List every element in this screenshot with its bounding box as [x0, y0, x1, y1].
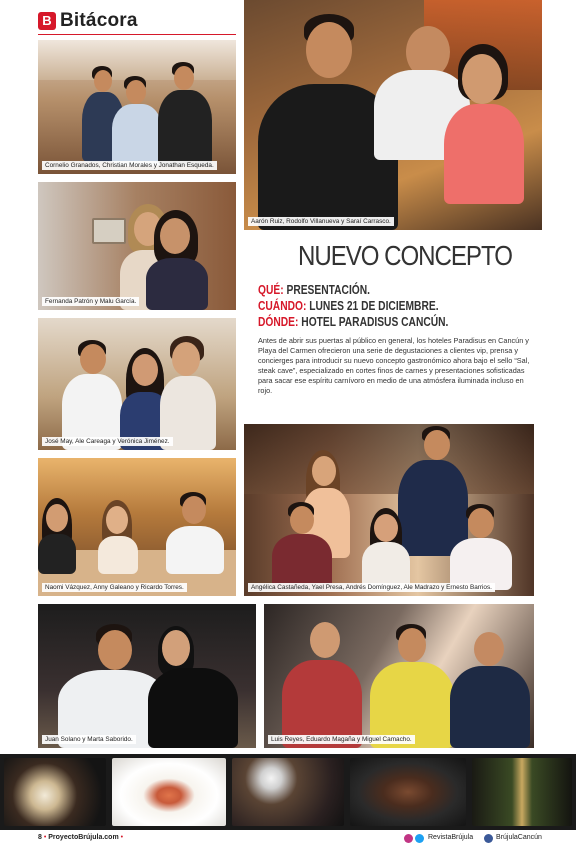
social-handle-1[interactable]: RevistaBrújula	[428, 834, 474, 841]
photo-2	[244, 0, 542, 230]
site-link[interactable]: ProyectoBrújula.com	[48, 834, 119, 841]
photo-6	[244, 424, 534, 596]
photo-caption: Angélica Castañeda, Yael Presa, Andrés Domínguez, Ale Madrazo y Ernesto Barrios.	[248, 583, 495, 592]
food-photo-2	[112, 758, 226, 826]
article-title: NUEVO CONCEPTO	[298, 240, 512, 271]
cuando-label: CUÁNDO:	[258, 299, 307, 313]
photo-caption: Juan Solano y Marta Saborido.	[42, 735, 136, 744]
info-donde	[258, 315, 448, 329]
que-value: PRESENTACIÓN.	[286, 283, 371, 297]
food-photo-3	[232, 758, 344, 826]
photo-8	[264, 604, 534, 748]
photo-caption: Fernanda Patrón y Malu García.	[42, 297, 139, 306]
info-que	[258, 283, 370, 297]
que-label: QUÉ:	[258, 283, 284, 297]
facebook-icon[interactable]	[484, 834, 493, 843]
page-number: 8	[38, 834, 42, 841]
article-body: Antes de abrir sus puertas al público en general, los hoteles Paradisus en Cancún y Playa del Carmen ofrecieron una serie de degustaciones a clientes vip, prensa y concierges para introducir su nuevo concepto gastronómico ahora bajo el sello “Sal, steak cave”, especializado en cortes finos de carnes y presentaciones sofisticadas para sacar ese espíritu carnívoro en medio de una atmósfera iluminada incluso en rojo.	[258, 336, 530, 396]
photo-caption: Luis Reyes, Eduardo Magaña y Miguel Camacho.	[268, 735, 415, 744]
instagram-icon[interactable]	[404, 834, 413, 843]
photo-7	[38, 604, 256, 748]
photo-caption: José May, Ale Careaga y Verónica Jiménez.	[42, 437, 173, 446]
donde-label: DÓNDE:	[258, 315, 299, 329]
photo-1	[38, 40, 236, 174]
twitter-icon[interactable]	[415, 834, 424, 843]
photo-4	[38, 318, 236, 450]
bullet: •	[120, 834, 124, 841]
page-footer	[38, 834, 123, 841]
info-cuando	[258, 299, 439, 313]
food-photo-1	[4, 758, 106, 826]
section-title: Bitácora	[60, 10, 138, 31]
donde-value: HOTEL PARADISUS CANCÚN.	[301, 315, 449, 329]
logo-icon: B	[38, 12, 56, 30]
bullet: •	[43, 834, 47, 841]
cuando-value: LUNES 21 DE DICIEMBRE.	[309, 299, 439, 313]
photo-3	[38, 182, 236, 310]
food-photo-5	[472, 758, 572, 826]
social-handle-2[interactable]: BrújulaCancún	[496, 834, 542, 841]
photo-5	[38, 458, 236, 596]
header-rule	[38, 34, 236, 35]
photo-caption: Aarón Ruiz, Rodolfo Villanueva y Saraí Carrasco.	[248, 217, 394, 226]
photo-caption: Naomi Vázquez, Anny Galeano y Ricardo Torres.	[42, 583, 187, 592]
photo-caption: Cornelio Granados, Christian Morales y Jonathan Esqueda.	[42, 161, 217, 170]
food-photo-4	[350, 758, 466, 826]
